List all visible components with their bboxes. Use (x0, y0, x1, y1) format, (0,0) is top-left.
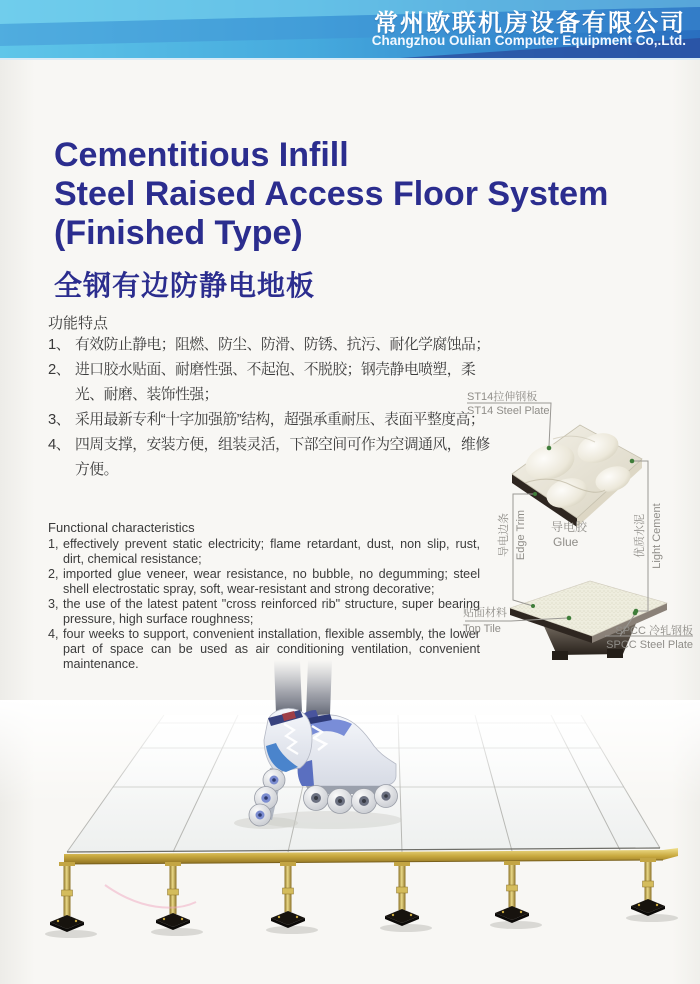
item-number: 2, (48, 567, 59, 581)
pedestal (45, 862, 97, 938)
label-edge-trim-en: Edge Trim (515, 509, 527, 561)
item-number: 4、 (48, 437, 71, 453)
label-glue-en: Glue (553, 535, 579, 549)
item-text: the use of the latest patent "cross reinforced rib" structure, super bearing pressure, high surface roughness; (63, 597, 480, 626)
feature-cn-item (48, 433, 500, 483)
item-number: 3, (48, 597, 59, 611)
product-structure-diagram (455, 382, 700, 667)
label-cement-cn: 优质水泥 (634, 514, 646, 558)
feature-cn-item (48, 408, 500, 433)
label-spcc-en: SPCC Steel Plate (606, 639, 693, 651)
item-text: four weeks to support, convenient installation, flexible assembly, the lower part of space can be used as air conditioning ventilation, convenient maintenance. (63, 627, 480, 671)
feature-en-item (48, 537, 480, 567)
label-cement-en: Light Cement (651, 503, 663, 569)
pedestal (626, 858, 678, 922)
scan-artifact-mark (105, 885, 196, 908)
leg (306, 660, 332, 716)
floor-pedestals (45, 858, 678, 938)
item-number: 2、 (48, 362, 71, 378)
label-top-tile-en: Top Tile (463, 623, 501, 635)
label-top-tile-cn: 贴面材料 (463, 607, 507, 619)
product-photo (0, 660, 700, 984)
pedestal (266, 862, 318, 934)
title-line-1: Cementitious Infill (54, 136, 349, 174)
pedestal (151, 862, 203, 936)
company-name-cn: 常州欧联机房设备有限公司 (374, 10, 686, 37)
company-name-en: Changzhou Oulian Computer Equipment Co,.Ltd. (371, 33, 686, 48)
item-number: 1、 (48, 337, 71, 353)
label-steel-plate-en: ST14 Steel Plate (467, 405, 550, 417)
item-text: 进口胶水贴面、耐磨性强、不起泡、不脱胶；钢壳静电喷塑，柔光、耐磨、装饰性强； (75, 362, 476, 403)
page-title (54, 136, 608, 253)
item-text: imported glue veneer, wear resistance, no bubble, no degumming; steel shell electrostatic spray, soft, wear-resistant and strong decorative; (63, 567, 480, 596)
pedestal (380, 862, 432, 932)
item-number: 3、 (48, 412, 71, 428)
label-glue-cn: 导电胶 (551, 520, 588, 534)
pedestal (490, 861, 542, 929)
item-text: 采用最新专利“十字加强筋”结构，超强承重耐压、表面平整度高； (75, 412, 485, 428)
leg (274, 660, 302, 714)
title-line-2: Steel Raised Access Floor System (54, 175, 609, 213)
subtitle-cn: 全钢有边防静电地板 (54, 270, 316, 301)
item-number: 1, (48, 537, 59, 551)
label-edge-trim-cn: 导电边条 (498, 513, 510, 557)
feature-en-item (48, 597, 480, 627)
label-steel-plate-cn: ST14拉伸钢板 (467, 391, 538, 403)
photo-graphic (0, 660, 700, 984)
label-spcc-cn: SPCC 冷轧钢板 (615, 625, 693, 637)
features-cn-heading: 功能特点 (48, 315, 109, 332)
header-banner (0, 0, 700, 58)
features-en-heading: Functional characteristics (48, 520, 195, 535)
item-text: 四周支撑，安装方便，组装灵活，下部空间可作为空调通风，维修方便。 (75, 437, 490, 478)
title-line-3: (Finished Type) (54, 214, 303, 252)
item-text: effectively prevent static electricity; flame retardant, dust, non slip, rust, dirt, chemical resistance; (63, 537, 480, 566)
header-divider (0, 58, 700, 60)
item-text: 有效防止静电；阻燃、防尘、防滑、防锈、抗污、耐化学腐蚀品； (75, 337, 490, 353)
feature-en-item (48, 567, 480, 597)
steel-shell-illustration (512, 425, 642, 527)
feature-cn-item (48, 358, 500, 408)
features-cn-list (48, 333, 500, 483)
item-number: 4, (48, 627, 59, 641)
feature-cn-item (48, 333, 500, 358)
features-en-list (48, 537, 480, 672)
